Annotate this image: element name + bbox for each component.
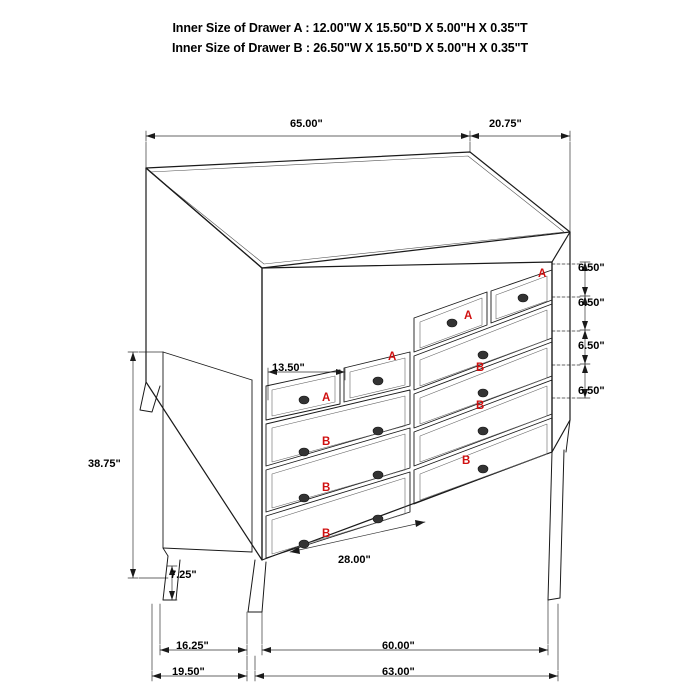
drawer-label-b2: B bbox=[476, 400, 485, 412]
dim-top-width-side: 20.75" bbox=[489, 118, 522, 130]
dim-right-3: 6.50" bbox=[578, 340, 605, 352]
drawer-label-a2: A bbox=[464, 310, 473, 322]
drawer-label-a3: A bbox=[388, 351, 397, 363]
drawer-label-b5: B bbox=[322, 482, 331, 494]
dim-right-2: 6.50" bbox=[578, 297, 605, 309]
dim-left-height: 38.75" bbox=[88, 458, 121, 470]
dim-top-width-main: 65.00" bbox=[290, 118, 323, 130]
dim-right-1: 6.50" bbox=[578, 262, 605, 274]
drawer-label-b3: B bbox=[462, 455, 471, 467]
drawer-label-a1: A bbox=[538, 268, 547, 280]
drawer-label-b1: B bbox=[476, 362, 485, 374]
dim-front-width-60: 60.00" bbox=[382, 640, 415, 652]
dim-base-width-1950: 19.50" bbox=[172, 666, 205, 678]
dim-drawer-large-width: 28.00" bbox=[338, 554, 371, 566]
dim-leg-height: 7.25" bbox=[170, 569, 197, 581]
drawer-label-b4: B bbox=[322, 436, 331, 448]
dim-right-4: 6.50" bbox=[578, 385, 605, 397]
drawer-b-spec: Inner Size of Drawer B : 26.50"W X 15.50"D X 5.00"H X 0.35"T bbox=[171, 41, 529, 55]
drawer-label-a4: A bbox=[322, 392, 331, 404]
drawer-a-spec: Inner Size of Drawer A : 12.00"W X 15.50"D X 5.00"H X 0.35"T bbox=[172, 21, 528, 35]
dim-base-width-63: 63.00" bbox=[382, 666, 415, 678]
dim-depth-bottom: 16.25" bbox=[176, 640, 209, 652]
drawer-label-b6: B bbox=[322, 528, 331, 540]
dim-drawer-small-width: 13.50" bbox=[272, 362, 305, 374]
